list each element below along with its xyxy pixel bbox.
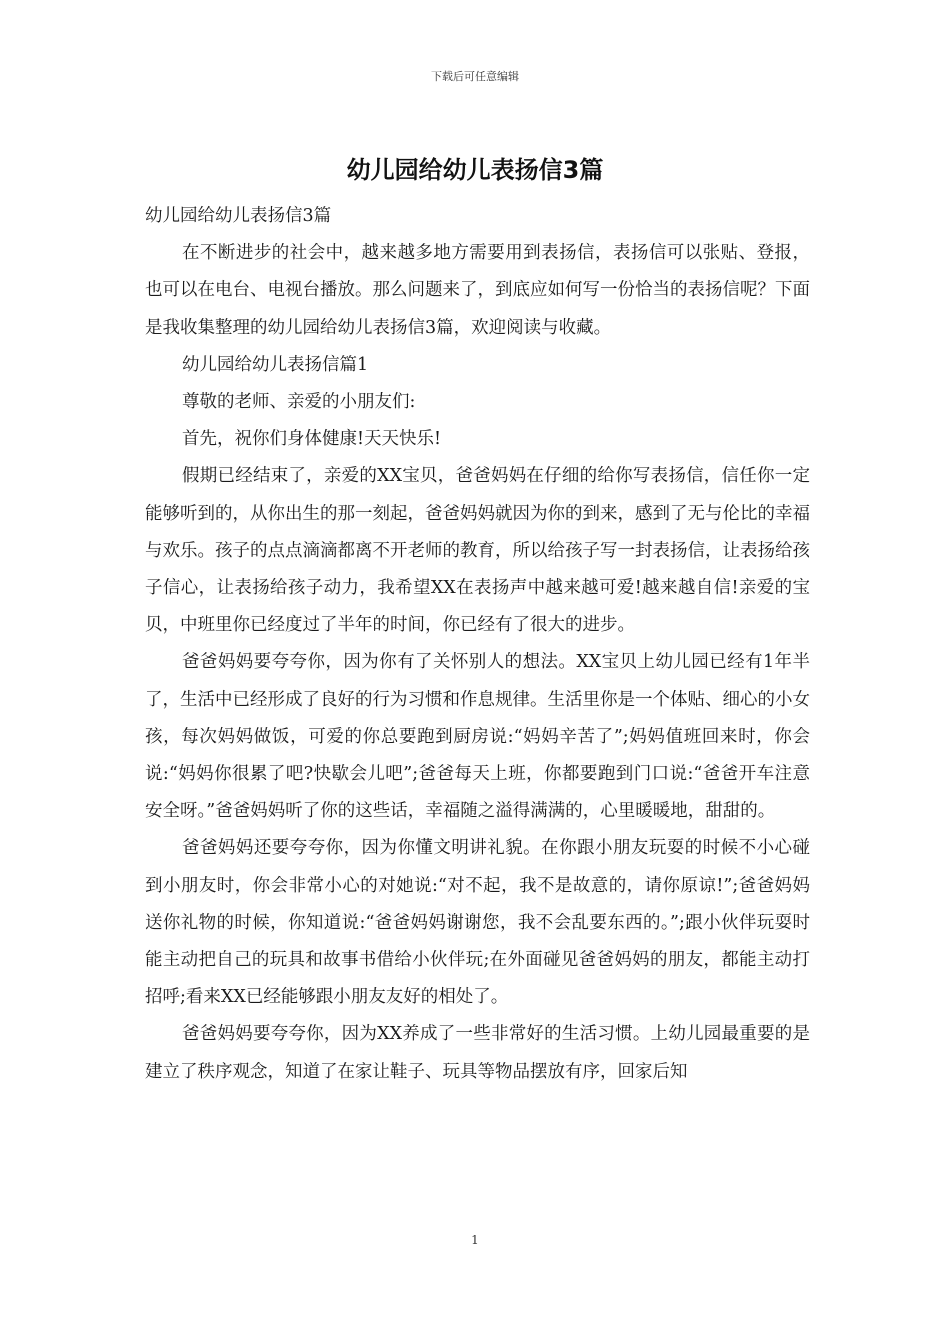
intro-paragraph: 在不断进步的社会中，越来越多地方需要用到表扬信，表扬信可以张贴、登报，也可以在电台、电视台播放。那么问题来了，到底应如何写一份恰当的表扬信呢？下面是我收集整理的幼儿园给幼儿表扬信3篇，欢迎阅读与收藏。 <box>145 243 810 338</box>
document-title: 幼儿园给幼儿表扬信3篇 <box>346 156 604 184</box>
salutation: 尊敬的老师、亲爱的小朋友们: <box>182 392 416 413</box>
document-body <box>145 198 810 1091</box>
page-header-note: 下载后可任意编辑 <box>431 70 519 83</box>
body-paragraph: 爸爸妈妈要夸夸你，因为XX养成了一些非常好的生活习惯。上幼儿园最重要的是建立了秩序观念，知道了在家让鞋子、玩具等物品摆放有序，回家后知 <box>145 1024 810 1082</box>
body-paragraph: 假期已经结束了，亲爱的XX宝贝，爸爸妈妈在仔细的给你写表扬信，信任你一定能够听到的，从你出生的那一刻起，爸爸妈妈就因为你的到来，感到了无与伦比的幸福与欢乐。孩子的点点滴滴都离不开老师的教育，所以给孩子写一封表扬信，让表扬给孩子信心，让表扬给孩子动力，我希望XX在表扬声中越来越可爱!越来越自信!亲爱的宝贝，中班里你已经度过了半年的时间，你已经有了很大的进步。 <box>145 466 810 636</box>
subtitle-line: 幼儿园给幼儿表扬信3篇 <box>145 206 332 226</box>
page-number: 1 <box>471 1233 479 1247</box>
section-heading: 幼儿园给幼儿表扬信篇1 <box>182 354 369 375</box>
body-paragraph: 爸爸妈妈要夸夸你，因为你有了关怀别人的想法。XX宝贝上幼儿园已经有1年半了，生活中已经形成了良好的行为习惯和作息规律。生活里你是一个体贴、细心的小女孩，每次妈妈做饭，可爱的你总要跑到厨房说:“妈妈辛苦了”;妈妈值班回来时，你会说:“妈妈你很累了吧?快歇会儿吧”;爸爸每天上班，你都要跑到门口说:“爸爸开车注意安全呀。”爸爸妈妈听了你的这些话，幸福随之溢得满满的，心里暖暖地，甜甜的。 <box>145 652 810 822</box>
greeting: 首先，祝你们身体健康!天天快乐! <box>182 429 442 450</box>
body-paragraph: 爸爸妈妈还要夸夸你，因为你懂文明讲礼貌。在你跟小朋友玩耍的时候不小心碰到小朋友时，你会非常小心的对她说:“对不起，我不是故意的，请你原谅!”;爸爸妈妈送你礼物的时候，你知道说:“爸爸妈妈谢谢您，我不会乱要东西的。”;跟小伙伴玩耍时能主动把自己的玩具和故事书借给小伙伴玩;在外面碰见爸爸妈妈的朋友，都能主动打招呼;看来XX已经能够跟小朋友友好的相处了。 <box>145 838 810 1008</box>
